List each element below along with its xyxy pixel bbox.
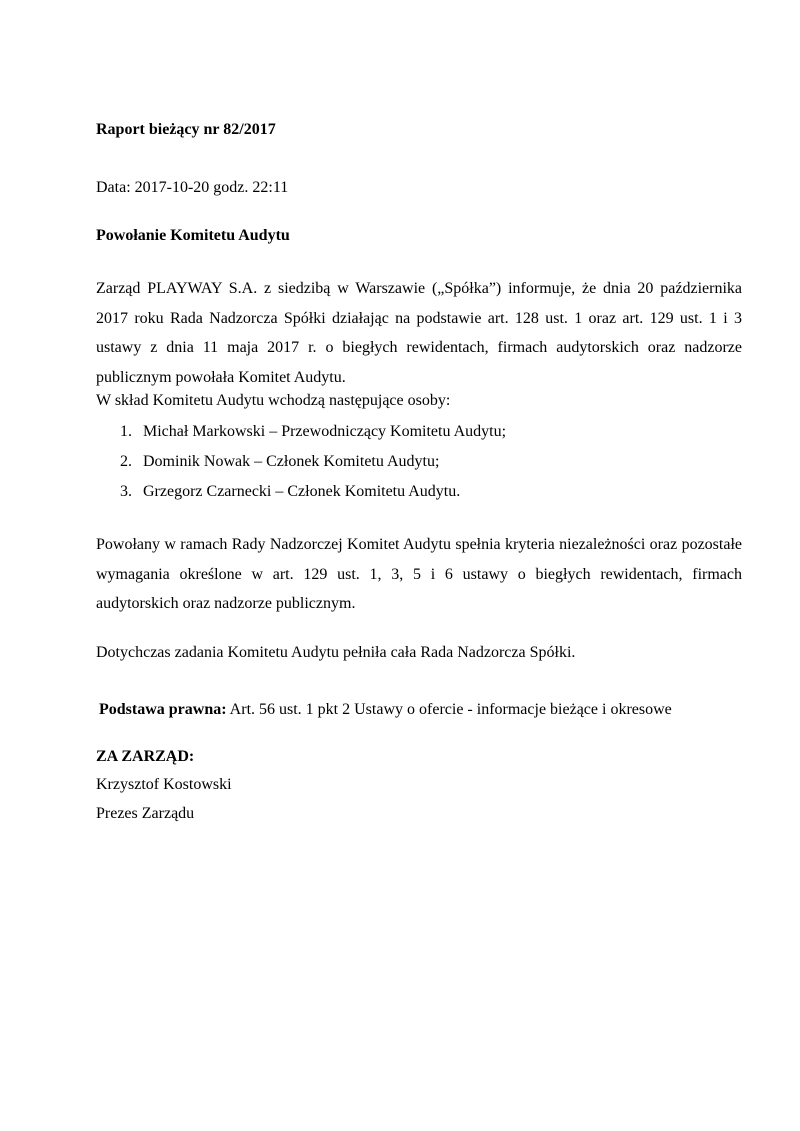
list-text: Grzegorz Czarnecki – Członek Komitetu Audytu. [143,483,461,500]
legal-basis-text: Art. 56 ust. 1 pkt 2 Ustawy o ofercie - informacje bieżące i okresowe [226,701,672,718]
list-number: 1. [120,423,132,440]
paragraph-announcement: Zarząd PLAYWAY S.A. z siedzibą w Warszawie („Spółka”) informuje, że dnia 20 października 2017 roku Rada Nadzorcza Spółki działając na podstawie art. 128 ust. 1 oraz art. 129 ust. 1 i 3 ustawy z dnia 11 maja 2017 r. o biegłych rewidentach, firmach audytorskich oraz nadzorze publicznym powołała Komitet Audytu. [96,280,742,386]
report-title: Raport bieżący nr 82/2017 [96,121,276,138]
report-subject: Powołanie Komitetu Audytu [96,227,290,244]
list-item [96,481,506,511]
signatory-role: Prezes Zarządu [96,805,195,822]
legal-basis [99,701,672,719]
members-list [96,421,506,511]
list-text: Michał Markowski – Przewodniczący Komitetu Audytu; [143,423,507,440]
members-lead: W skład Komitetu Audytu wchodzą następujące osoby: [96,392,451,409]
list-text: Dominik Nowak – Członek Komitetu Audytu; [143,453,440,470]
list-item [96,451,506,481]
signature-heading: ZA ZARZĄD: [96,748,195,765]
list-number: 3. [120,483,132,500]
paragraph-previous-duties: Dotychczas zadania Komitetu Audytu pełniła cała Rada Nadzorcza Spółki. [96,644,576,661]
paragraph-independence: Powołany w ramach Rady Nadzorczej Komitet Audytu spełnia kryteria niezależności oraz pozostałe wymagania określone w art. 129 ust. 1, 3, 5 i 6 ustawy o biegłych rewidentach, firmach audytorskich oraz nadzorze publicznym. [96,536,742,612]
list-item [96,421,506,451]
signatory-name: Krzysztof Kostowski [96,776,232,793]
legal-basis-label: Podstawa prawna: [99,701,227,718]
list-number: 2. [120,453,132,470]
report-date: Data: 2017-10-20 godz. 22:11 [96,179,289,196]
